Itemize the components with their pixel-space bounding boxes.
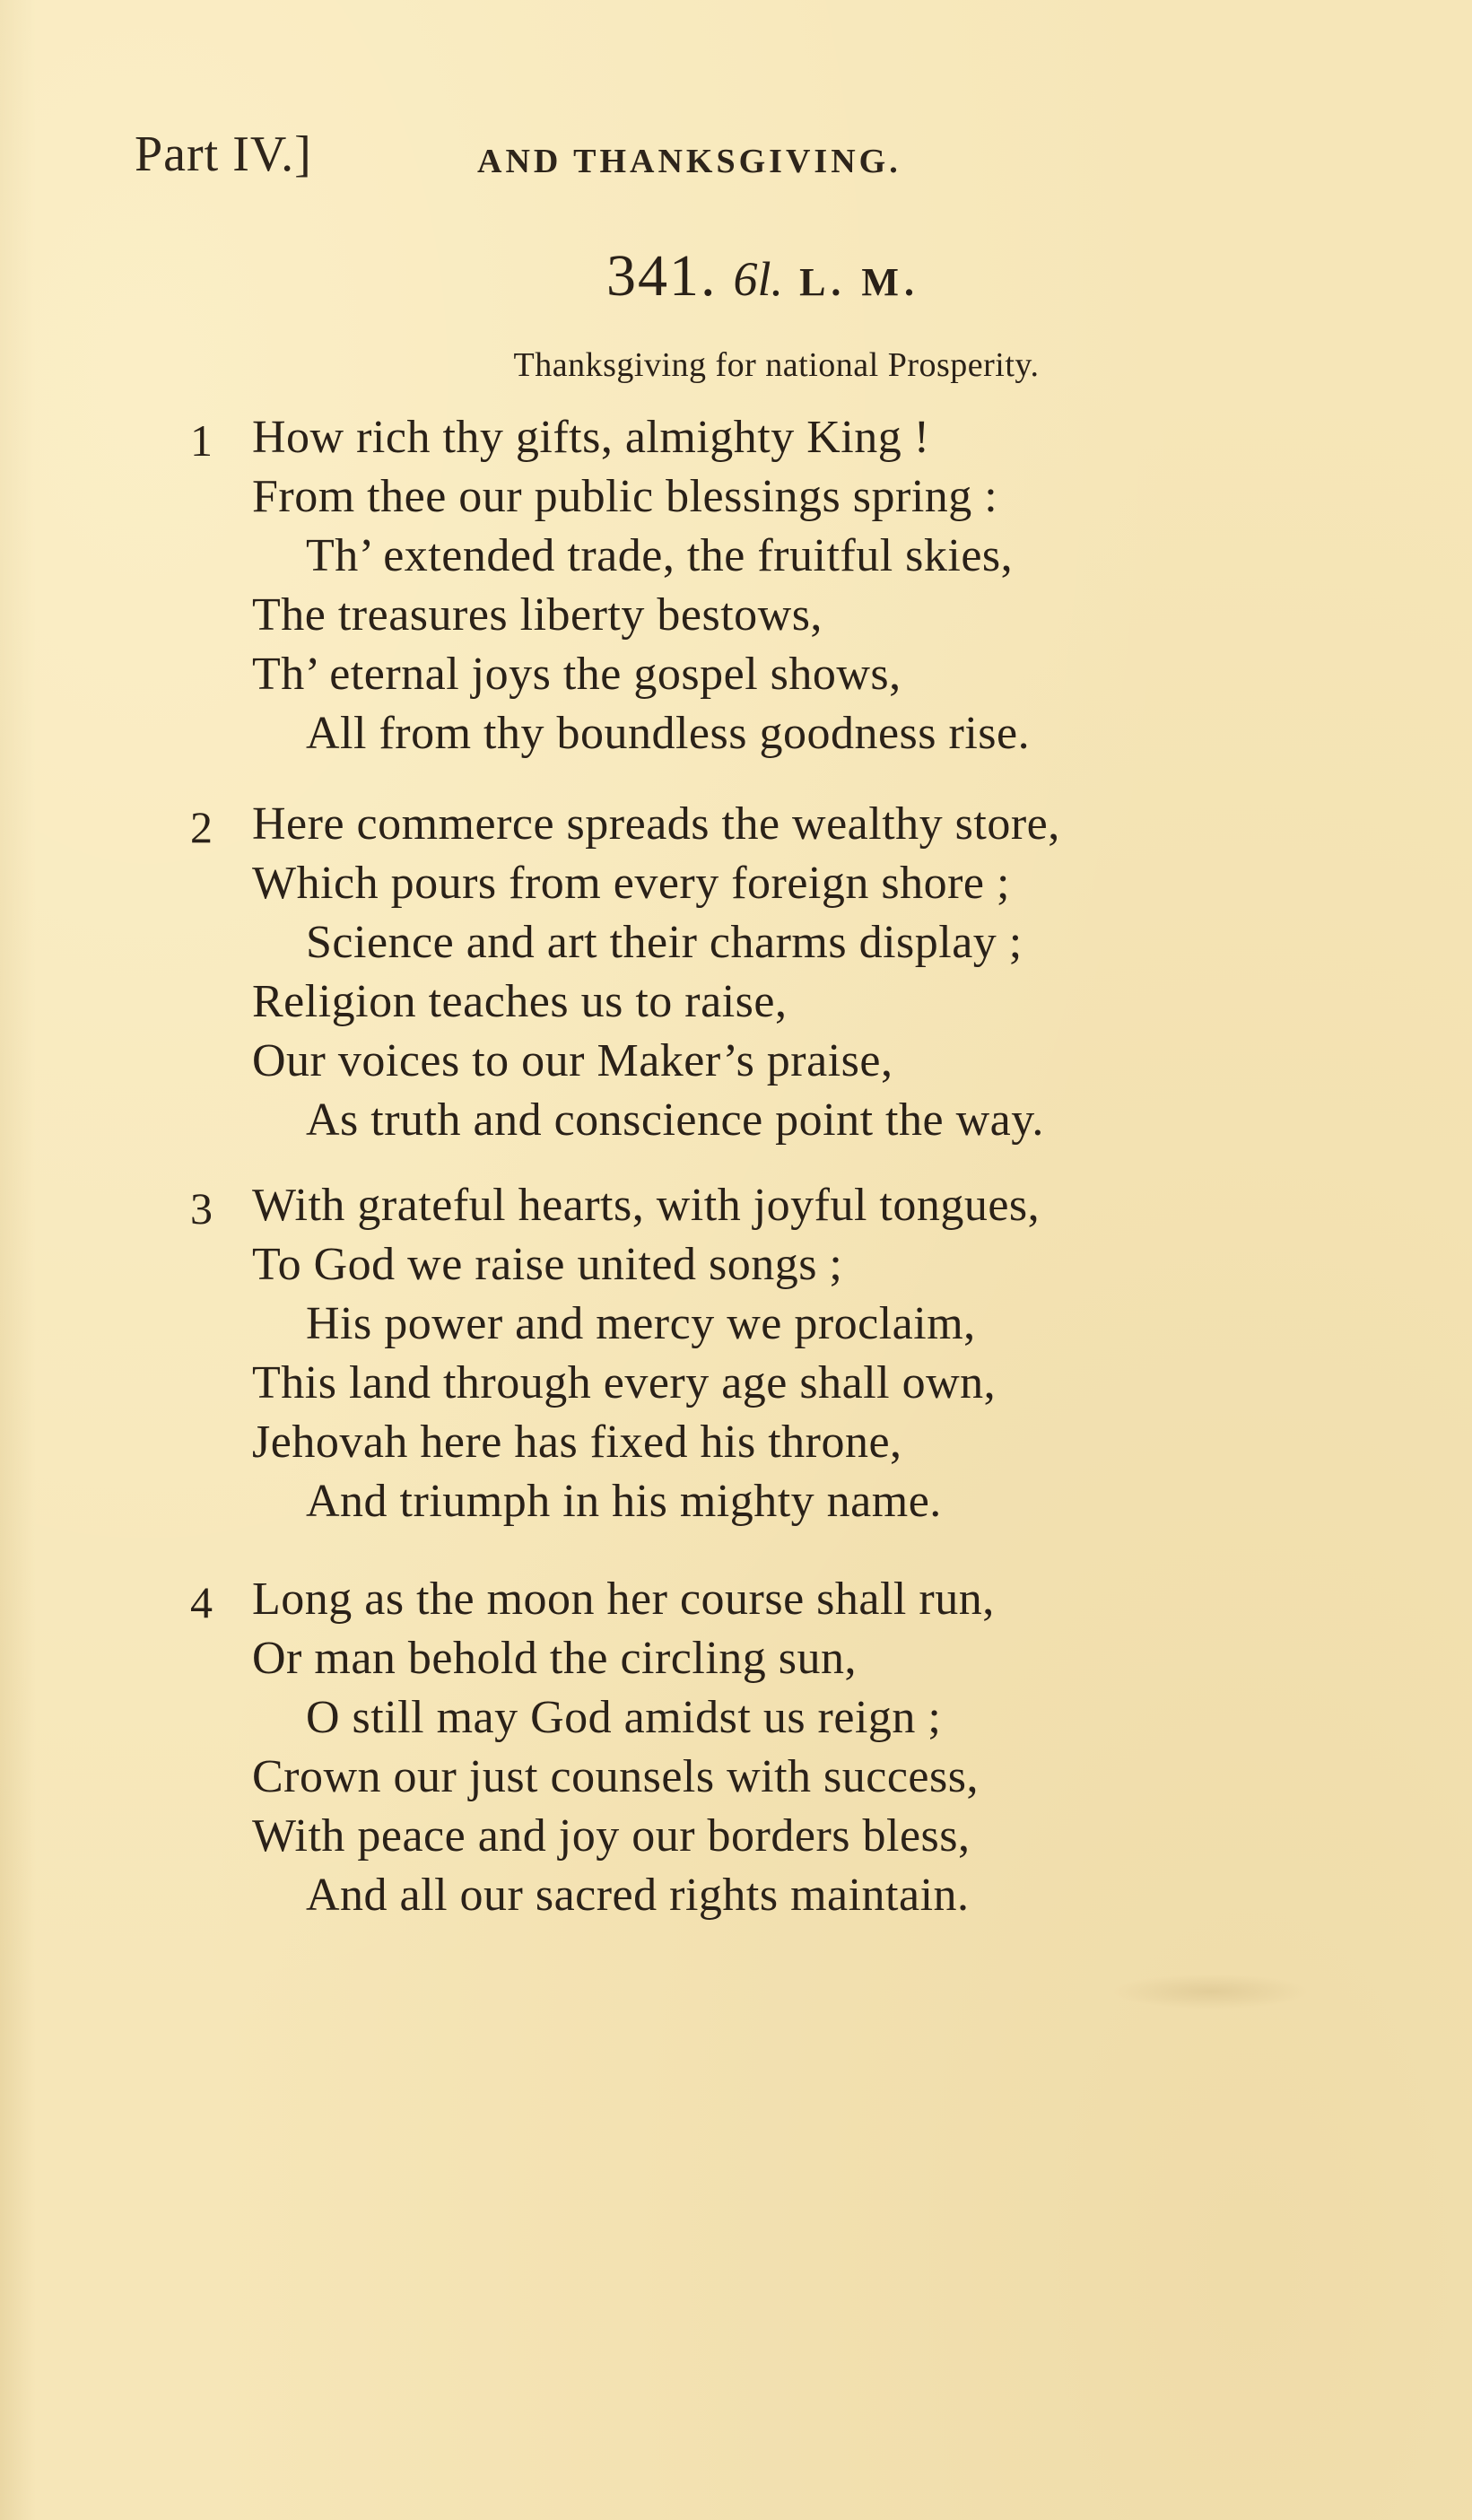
hymn-meter: 6l. xyxy=(733,252,784,306)
verse-line: To God we raise united songs ; xyxy=(252,1239,843,1290)
stanza-number: 2 xyxy=(190,802,213,852)
verse-line: The treasures liberty bestows, xyxy=(252,589,823,641)
stanza-number: 3 xyxy=(190,1183,213,1234)
verse-line: His power and mercy we proclaim, xyxy=(306,1298,976,1349)
paper-stain xyxy=(1112,1974,1310,2010)
verse-line: As truth and conscience point the way. xyxy=(306,1094,1044,1146)
verse-line: Science and art their charms display ; xyxy=(306,917,1023,968)
verse-line: And all our sacred rights maintain. xyxy=(306,1870,970,1921)
hymn-number: 341. xyxy=(606,243,718,309)
verse-line: Th’ eternal joys the gospel shows, xyxy=(252,649,901,700)
hymn-header xyxy=(0,242,1472,310)
verse-line: And triumph in his mighty name. xyxy=(306,1476,942,1527)
verse-line: Long as the moon her course shall run, xyxy=(252,1574,995,1625)
verse-line: Our voices to our Maker’s praise, xyxy=(252,1035,893,1086)
running-title: AND THANKSGIVING. xyxy=(477,143,901,180)
verse-line: How rich thy gifts, almighty King ! xyxy=(252,412,930,463)
part-label: Part IV.] xyxy=(135,126,312,182)
verse-line: O still may God amidst us reign ; xyxy=(306,1692,942,1743)
verse-line: With grateful hearts, with joyful tongues, xyxy=(252,1180,1041,1231)
verse-line: Here commerce spreads the wealthy store, xyxy=(252,798,1060,850)
verse-line: Jehovah here has fixed his throne, xyxy=(252,1417,902,1468)
verse-line: From thee our public blessings spring : xyxy=(252,471,998,522)
verse-line: All from thy boundless goodness rise. xyxy=(306,708,1031,759)
verse-line: This land through every age shall own, xyxy=(252,1357,997,1408)
stanza-number: 1 xyxy=(190,415,213,466)
verse-line: Th’ extended trade, the fruitful skies, xyxy=(306,530,1014,581)
stanza-number: 4 xyxy=(190,1577,213,1627)
hymn-subtitle: Thanksgiving for national Prosperity. xyxy=(513,346,1040,384)
verse-line: Or man behold the circling sun, xyxy=(252,1633,858,1684)
verse-line: Which pours from every foreign shore ; xyxy=(252,858,1010,909)
running-head xyxy=(135,126,1301,188)
verse-line: Crown our just counsels with success, xyxy=(252,1751,979,1802)
verse-line: With peace and joy our borders bless, xyxy=(252,1810,971,1862)
hymn-meter-type: L. M. xyxy=(799,260,919,304)
verse-line: Religion teaches us to raise, xyxy=(252,976,788,1027)
